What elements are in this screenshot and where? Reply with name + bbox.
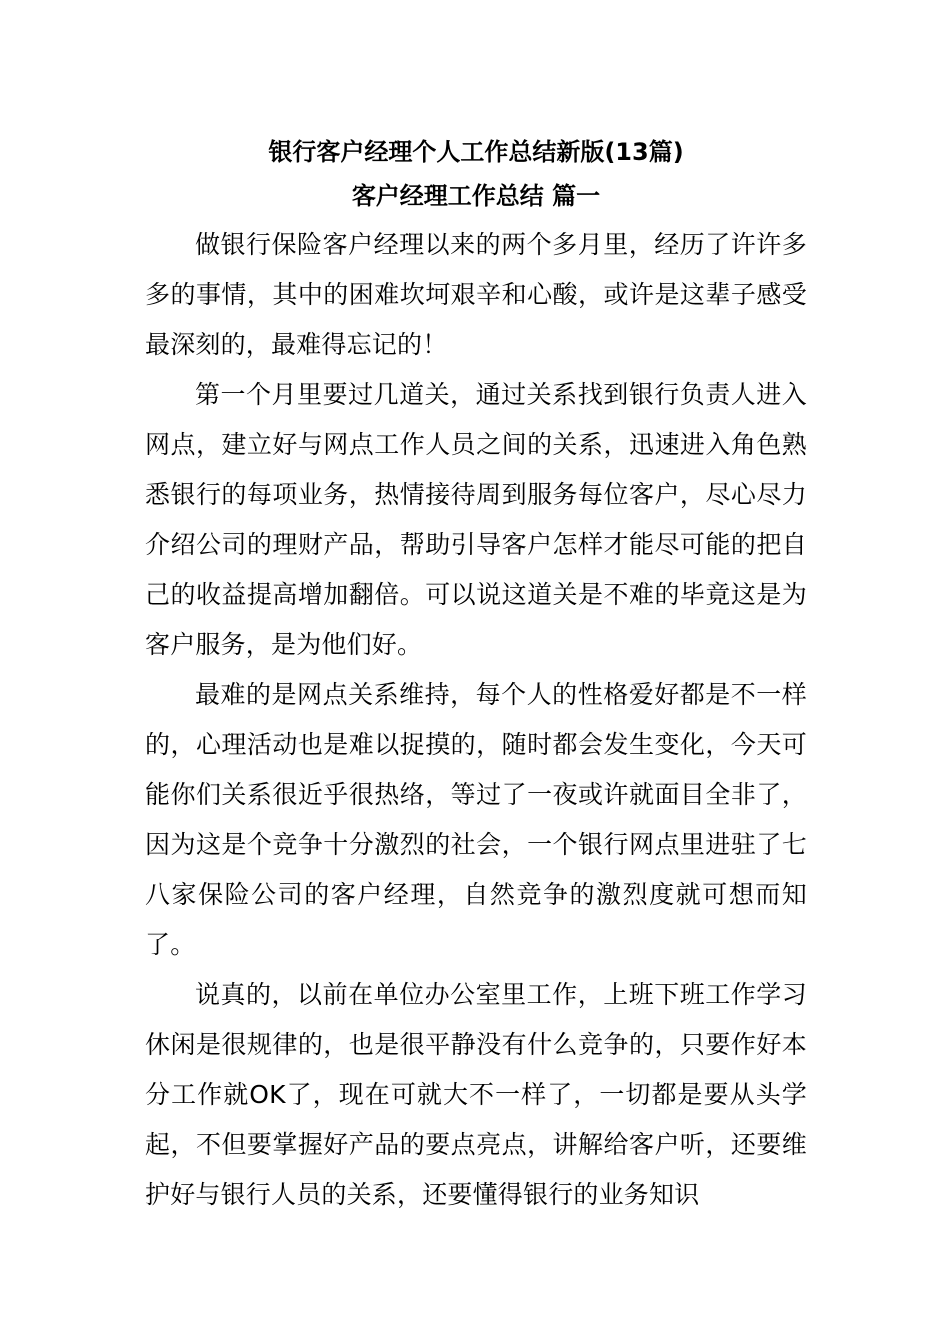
paragraph-2: 第一个月里要过几道关，通过关系找到银行负责人进入网点，建立好与网点工作人员之间的关系，迅速进入角色熟悉银行的每项业务，热情接待周到服务每位客户，尽心尽力介绍公司的理财产品，帮助引导客户怎样才能尽可能的把自己的收益提高增加翻倍。可以说这道关是不难的毕竟这是为客户服务，是为他们好。 (145, 380, 807, 659)
document-page (145, 130, 807, 1220)
paragraph-1: 做银行保险客户经理以来的两个多月里，经历了许许多多的事情，其中的困难坎坷艰辛和心酸，或许是这辈子感受最深刻的，最难得忘记的！ (145, 230, 807, 359)
document-title: 银行客户经理个人工作总结新版(13篇) (268, 138, 684, 166)
paragraph-3: 最难的是网点关系维持，每个人的性格爱好都是不一样的，心理活动也是难以捉摸的，随时都会发生变化，今天可能你们关系很近乎很热络，等过了一夜或许就面目全非了，因为这是个竞争十分激烈的社会，一个银行网点里进驻了七八家保险公司的客户经理，自然竞争的激烈度就可想而知了。 (145, 680, 807, 959)
paragraph-4: 说真的，以前在单位办公室里工作，上班下班工作学习休闲是很规律的，也是很平静没有什么竞争的，只要作好本分工作就OK了，现在可就大不一样了，一切都是要从头学起，不但要掌握好产品的要点亮点，讲解给客户听，还要维护好与银行人员的关系，还要懂得银行的业务知识 (145, 980, 807, 1209)
section-heading: 客户经理工作总结 篇一 (351, 182, 601, 210)
